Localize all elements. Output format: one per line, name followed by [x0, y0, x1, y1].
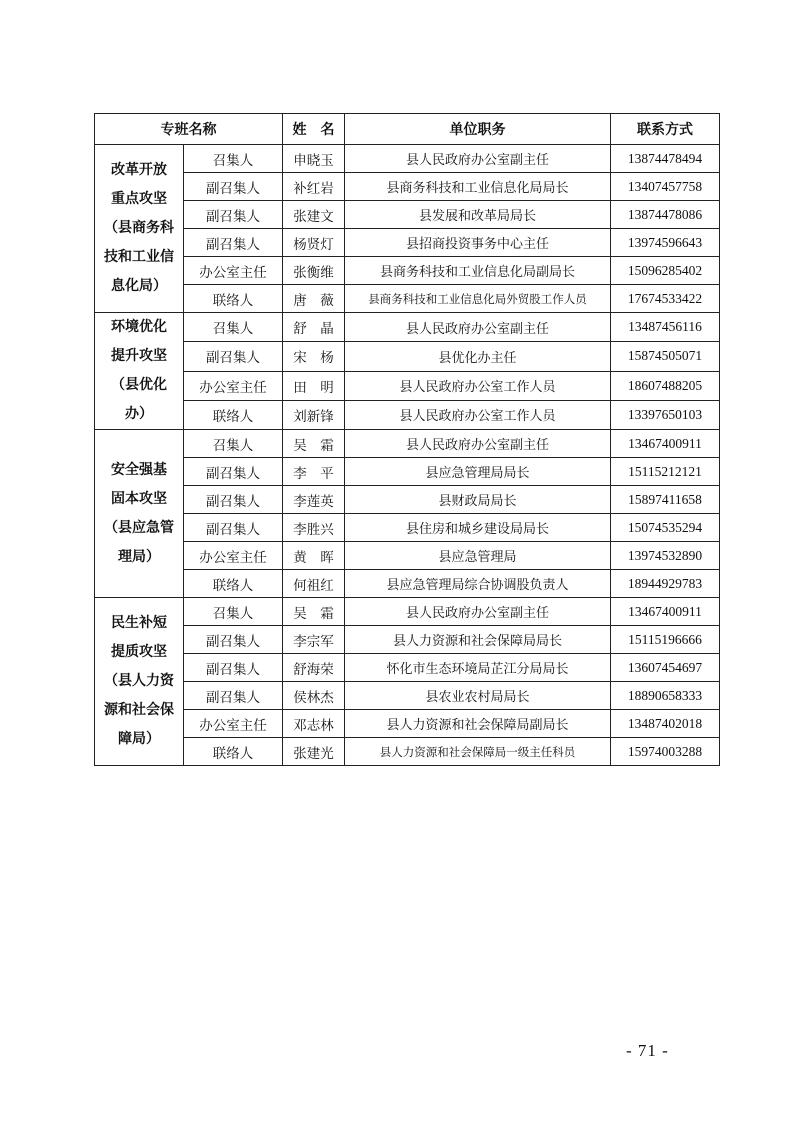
table-row [95, 570, 720, 598]
role-cell: 办公室主任 [184, 710, 283, 738]
header-group-name: 专班名称 [95, 114, 283, 145]
role-cell: 召集人 [184, 313, 283, 342]
unit-position-cell: 县商务科技和工业信息化局副局长 [345, 257, 611, 285]
phone-cell: 17674533422 [611, 285, 720, 313]
unit-position-cell: 县商务科技和工业信息化局局长 [345, 173, 611, 201]
group-name-line: 提升攻坚 [111, 348, 167, 364]
group-name-line: 环境优化 [111, 319, 167, 335]
group-name-line: （县应急管 [104, 519, 174, 536]
role-cell: 联络人 [184, 738, 283, 766]
group-name-line: （县人力资 [104, 673, 174, 689]
phone-cell: 13397650103 [611, 400, 720, 429]
unit-position-cell: 县应急管理局 [345, 542, 611, 570]
table-row [95, 486, 720, 514]
role-cell: 副召集人 [184, 458, 283, 486]
role-cell: 副召集人 [184, 626, 283, 654]
unit-position-cell: 县人民政府办公室工作人员 [345, 400, 611, 429]
person-name-cell: 宋 杨 [283, 342, 345, 371]
unit-position-cell: 县农业农村局局长 [345, 682, 611, 710]
person-name-cell: 侯林杰 [283, 682, 345, 710]
table-row [95, 514, 720, 542]
unit-position-cell: 县商务科技和工业信息化局外贸股工作人员 [345, 285, 611, 313]
phone-cell: 15115196666 [611, 626, 720, 654]
role-cell: 联络人 [184, 570, 283, 598]
phone-cell: 13607454697 [611, 654, 720, 682]
phone-cell: 15096285402 [611, 257, 720, 285]
table-row [95, 710, 720, 738]
unit-position-cell: 县应急管理局综合协调股负责人 [345, 570, 611, 598]
role-cell: 副召集人 [184, 682, 283, 710]
unit-position-cell: 县优化办主任 [345, 342, 611, 371]
page-number: - 71 - [626, 1041, 669, 1060]
unit-position-cell: 县招商投资事务中心主任 [345, 229, 611, 257]
table-row [95, 257, 720, 285]
phone-cell: 13487456116 [611, 313, 720, 342]
group-name-line: 重点攻坚 [111, 191, 167, 207]
person-name-cell: 田 明 [283, 371, 345, 400]
group-name-line: （县商务科 [104, 220, 174, 236]
person-name-cell: 李 平 [283, 458, 345, 486]
person-name-cell: 何祖红 [283, 570, 345, 598]
table-row [95, 626, 720, 654]
role-cell: 副召集人 [184, 173, 283, 201]
group-name-line: 民生补短 [111, 615, 167, 631]
person-name-cell: 补红岩 [283, 173, 345, 201]
role-cell: 副召集人 [184, 201, 283, 229]
phone-cell: 15897411658 [611, 486, 720, 514]
role-cell: 副召集人 [184, 229, 283, 257]
person-name-cell: 张衡维 [283, 257, 345, 285]
group-name-line: 提质攻坚 [111, 644, 167, 660]
person-name-cell: 舒海荣 [283, 654, 345, 682]
unit-position-cell: 县人力资源和社会保障局副局长 [345, 710, 611, 738]
person-name-cell: 唐 薇 [283, 285, 345, 313]
role-cell: 副召集人 [184, 486, 283, 514]
table-row [95, 342, 720, 371]
person-name-cell: 舒 晶 [283, 313, 345, 342]
role-cell: 召集人 [184, 430, 283, 458]
person-name-cell: 张建文 [283, 201, 345, 229]
group-name-line: 技和工业信 [104, 249, 174, 265]
role-cell: 办公室主任 [184, 257, 283, 285]
unit-position-cell: 怀化市生态环境局芷江分局局长 [345, 654, 611, 682]
role-cell: 副召集人 [184, 514, 283, 542]
person-name-cell: 申晓玉 [283, 145, 345, 173]
group-name-line: 理局） [118, 548, 160, 565]
table-row [95, 371, 720, 400]
phone-cell: 13974532890 [611, 542, 720, 570]
table-row [95, 313, 720, 342]
group-name-line: 办） [125, 406, 153, 422]
table-row [95, 738, 720, 766]
role-cell: 副召集人 [184, 654, 283, 682]
role-cell: 副召集人 [184, 342, 283, 371]
person-name-cell: 吴 霜 [283, 430, 345, 458]
group-name-cell [95, 598, 184, 766]
phone-cell: 13974596643 [611, 229, 720, 257]
table-row [95, 542, 720, 570]
role-cell: 联络人 [184, 285, 283, 313]
unit-position-cell: 县财政局局长 [345, 486, 611, 514]
person-name-cell: 吴 霜 [283, 598, 345, 626]
unit-position-cell: 县人力资源和社会保障局局长 [345, 626, 611, 654]
table-row [95, 201, 720, 229]
group-name-line: 改革开放 [111, 162, 167, 178]
table-row [95, 654, 720, 682]
group-name-line: 源和社会保 [104, 702, 174, 718]
header-unit-position: 单位职务 [345, 114, 611, 145]
unit-position-cell: 县住房和城乡建设局局长 [345, 514, 611, 542]
table-row [95, 598, 720, 626]
person-name-cell: 刘新锋 [283, 400, 345, 429]
table-row [95, 173, 720, 201]
unit-position-cell: 县应急管理局局长 [345, 458, 611, 486]
table-header-row [95, 114, 720, 145]
phone-cell: 18890658333 [611, 682, 720, 710]
working-group-contact-table [94, 113, 720, 766]
unit-position-cell: 县人民政府办公室副主任 [345, 598, 611, 626]
group-name-cell [95, 313, 184, 430]
role-cell: 办公室主任 [184, 371, 283, 400]
phone-cell: 15074535294 [611, 514, 720, 542]
phone-cell: 13467400911 [611, 430, 720, 458]
person-name-cell: 张建光 [283, 738, 345, 766]
phone-cell: 13407457758 [611, 173, 720, 201]
unit-position-cell: 县人民政府办公室副主任 [345, 430, 611, 458]
phone-cell: 13874478086 [611, 201, 720, 229]
unit-position-cell: 县人民政府办公室副主任 [345, 313, 611, 342]
role-cell: 联络人 [184, 400, 283, 429]
table-row [95, 145, 720, 173]
unit-position-cell: 县人民政府办公室工作人员 [345, 371, 611, 400]
group-name-line: 安全强基 [111, 461, 167, 478]
table-row [95, 682, 720, 710]
unit-position-cell: 县人民政府办公室副主任 [345, 145, 611, 173]
header-contact: 联系方式 [611, 114, 720, 145]
unit-position-cell: 县人力资源和社会保障局一级主任科员 [345, 738, 611, 766]
phone-cell: 18607488205 [611, 371, 720, 400]
table-row [95, 285, 720, 313]
phone-cell: 18944929783 [611, 570, 720, 598]
group-name-line: 障局） [118, 731, 160, 747]
table-row [95, 430, 720, 458]
phone-cell: 13874478494 [611, 145, 720, 173]
group-name-line: （县优化 [111, 377, 167, 393]
phone-cell: 13487402018 [611, 710, 720, 738]
header-person-name: 姓 名 [283, 114, 345, 145]
role-cell: 召集人 [184, 598, 283, 626]
person-name-cell: 黄 晖 [283, 542, 345, 570]
table-row [95, 458, 720, 486]
person-name-cell: 杨贤灯 [283, 229, 345, 257]
role-cell: 召集人 [184, 145, 283, 173]
phone-cell: 15974003288 [611, 738, 720, 766]
person-name-cell: 邓志林 [283, 710, 345, 738]
phone-cell: 15115212121 [611, 458, 720, 486]
table-body [95, 145, 720, 766]
group-name-cell [95, 145, 184, 313]
table-row [95, 229, 720, 257]
table-row [95, 400, 720, 429]
unit-position-cell: 县发展和改革局局长 [345, 201, 611, 229]
group-name-cell [95, 430, 184, 598]
group-name-line: 固本攻坚 [111, 490, 167, 507]
person-name-cell: 李莲英 [283, 486, 345, 514]
phone-cell: 15874505071 [611, 342, 720, 371]
phone-cell: 13467400911 [611, 598, 720, 626]
person-name-cell: 李胜兴 [283, 514, 345, 542]
role-cell: 办公室主任 [184, 542, 283, 570]
group-name-line: 息化局） [111, 278, 167, 294]
person-name-cell: 李宗军 [283, 626, 345, 654]
